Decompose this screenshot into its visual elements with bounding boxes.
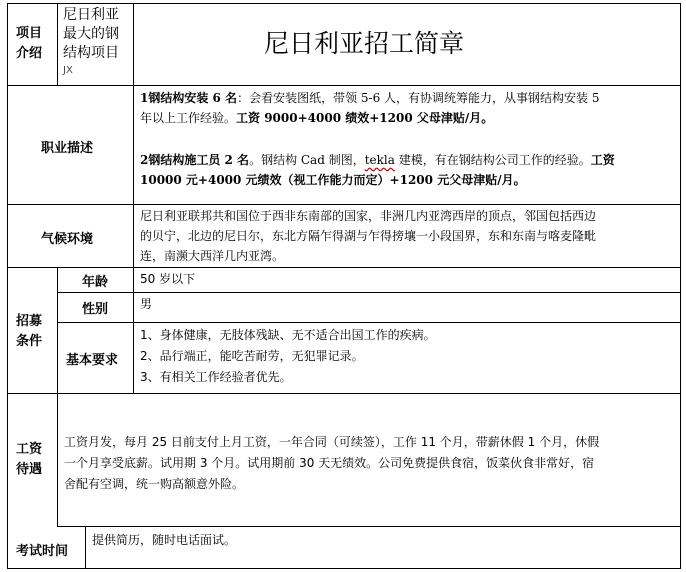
project-name-line: 结构项目: [63, 45, 119, 61]
project-label-line: 介绍: [16, 46, 43, 61]
project-name-line: 最大的钢: [63, 26, 119, 42]
row-divider: [7, 85, 681, 86]
job-item-1: [140, 88, 599, 128]
list-item: 3、有相关工作经验者优先。: [140, 370, 292, 384]
age-label: 年龄: [82, 275, 109, 290]
climate-line: 的贝宁，北边的尼日尔，东北方隔乍得湖与乍得搒壤一小段国界，东和东南与喀麦隆毗: [140, 229, 597, 243]
job-item-2-salary: 10000 元+4000 元绩效（视工作能力而定）+1200 元父母津贴/月。: [140, 173, 526, 187]
pay-text: [64, 432, 599, 495]
row-divider: [57, 292, 681, 293]
climate-line: 连，南濒大西洋几内亚湾。: [140, 249, 285, 263]
job-item-2-heading: 2钢结构施工员 2 名: [140, 153, 250, 167]
climate-label: 气候环境: [41, 232, 94, 247]
basic-requirements-list: [140, 325, 436, 388]
exam-value: 提供简历，随时电话面试。: [92, 533, 237, 547]
job-item-2: [140, 150, 615, 190]
age-value: 50 岁以下: [140, 272, 196, 286]
pay-label-line: 工资: [16, 442, 43, 457]
pay-label: [16, 440, 42, 480]
job-item-2-text: 。钢结构 Cad 制图，: [249, 153, 365, 167]
pay-line: 舍配有空调，统一购高额意外险。: [64, 477, 245, 491]
col-divider: [57, 3, 58, 86]
climate-text: [140, 206, 596, 266]
job-label: 职业描述: [41, 141, 94, 156]
requirements-label-line: 条件: [16, 334, 43, 349]
job-item-2-text: 建模，有在钢结构公司工作的经验。: [394, 153, 591, 167]
job-item-1-text: 年以上工作经验。: [140, 111, 237, 125]
pay-line: 工资月发，每月 25 日前支付上月工资，一年合同（可续签），工作 11 个月，带薪休假 1 个月，休假: [64, 435, 600, 449]
col-divider: [57, 393, 58, 527]
exam-label: 考试时间: [16, 544, 69, 559]
gender-value: 男: [140, 297, 153, 311]
project-code: JX: [63, 65, 73, 76]
table-border-top: [7, 3, 681, 4]
col-divider: [133, 267, 134, 394]
col-divider: [133, 85, 134, 268]
project-label: [16, 24, 42, 64]
row-divider: [7, 393, 681, 394]
row-divider: [57, 526, 681, 527]
requirements-label: [16, 312, 42, 352]
pay-line: 一个月享受底薪。试用期 3 个月。试用期前 30 天无绩效。公司免费提供食宿，饭菜伙食非常好，宿: [64, 456, 595, 470]
col-divider: [85, 526, 86, 569]
table-border-bottom: [7, 568, 681, 569]
job-item-1-line: [140, 108, 599, 128]
col-divider: [57, 267, 58, 394]
col-divider: [133, 3, 134, 86]
job-item-2-line: [140, 150, 615, 170]
pay-label-line: 待遇: [16, 462, 43, 477]
list-item: 1、身体健康，无肢体残缺、无不适合出国工作的疾病。: [140, 328, 436, 342]
climate-line: 尼日利亚联邦共和国位于西非东南部的国家，非洲几内亚湾西岸的顶点，邻国包括西边: [140, 209, 597, 223]
requirements-label-line: 招募: [16, 314, 43, 329]
project-label-line: 项目: [16, 26, 43, 41]
job-item-1-text: ：会看安装图纸，带领 5-6 人，有协调统筹能力，从事钢结构安装 5: [237, 91, 600, 105]
table-border-left: [7, 3, 8, 569]
page-title: 尼日利亚招工简章: [264, 29, 465, 58]
project-name-line: 尼日利亚: [63, 7, 119, 23]
job-item-1-line: [140, 88, 599, 108]
row-divider: [7, 267, 681, 268]
row-divider: [7, 204, 681, 205]
job-item-2-salary: 工资: [590, 153, 615, 167]
job-item-1-salary: 工资 9000+4000 绩效+1200 父母津贴/月。: [236, 111, 494, 125]
list-item: 2、品行端正，能吃苦耐劳，无犯罪记录。: [140, 349, 364, 363]
gender-label: 性别: [82, 302, 109, 317]
basic-requirements-label: 基本要求: [66, 353, 119, 368]
table-border-right: [680, 3, 681, 569]
row-divider: [57, 322, 681, 323]
job-item-2-tekla: tekla: [364, 153, 395, 167]
job-item-1-heading: 1钢结构安装 6 名: [140, 91, 238, 105]
project-name: [63, 6, 119, 79]
